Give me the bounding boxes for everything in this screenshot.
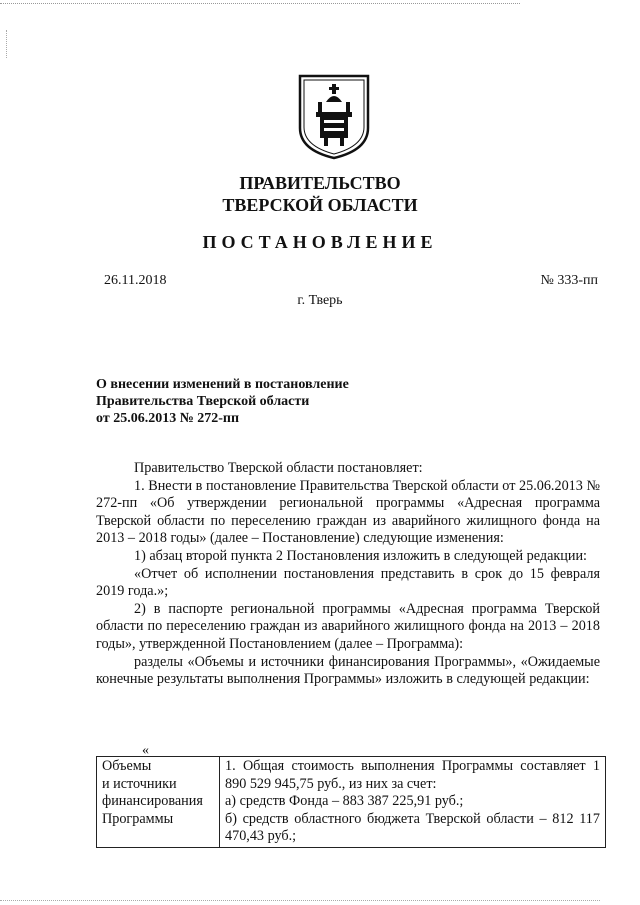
subject-line1: О внесении изменений в постановление	[96, 377, 349, 392]
table-label-cell	[97, 757, 220, 848]
scan-left-mark	[6, 30, 7, 58]
label-line1: Объемы	[102, 758, 152, 774]
subject-line2: Правительства Тверской области	[96, 394, 310, 409]
tver-coat-of-arms-icon	[296, 72, 372, 160]
opening-quote-mark: «	[142, 743, 149, 758]
document-body	[96, 460, 600, 689]
document-date: 26.11.2018	[104, 273, 167, 288]
body-paragraph-item1: 1. Внести в постановление Правительства Тверской области от 25.06.2013 № 272-пп «Об утверждении региональной программы «Адресная программа Тверской области по переселению граждан из аварийного жилищного фонда на 2013 – 2018 годы» (далее – Постановление) следующие изменения:	[96, 477, 600, 547]
table-row	[97, 757, 606, 848]
label-line2: и источники	[102, 775, 177, 792]
scan-top-border	[0, 3, 520, 4]
document-number: № 333-пп	[540, 273, 598, 288]
subject-line3: от 25.06.2013 № 272-пп	[96, 411, 240, 426]
government-title	[0, 172, 640, 216]
body-paragraph-subitem1: 1) абзац второй пункта 2 Постановления изложить в следующей редакции:	[134, 547, 588, 564]
value-regional-budget: б) средств областного бюджета Тверской области – 812 117 470,43 руб.;	[225, 810, 600, 845]
body-paragraph-sections: разделы «Объемы и источники финансирования Программы», «Ожидаемые конечные результаты выполнения Программы» изложить в следующей редакции:	[96, 653, 600, 688]
scan-bottom-border	[0, 900, 600, 901]
government-title-line2: ТВЕРСКОЙ ОБЛАСТИ	[222, 195, 418, 215]
label-line3: финансирования	[102, 793, 203, 810]
value-fund: а) средств Фонда – 883 387 225,91 руб.;	[225, 793, 464, 810]
document-subject	[96, 376, 349, 427]
program-passport-table	[96, 756, 606, 848]
body-paragraph-quote: «Отчет об исполнении постановления представить в срок до 15 февраля 2019 года.»;	[96, 565, 600, 600]
document-type: ПОСТАНОВЛЕНИЕ	[202, 232, 438, 252]
body-paragraph-preamble: Правительство Тверской области постановляет:	[134, 460, 423, 476]
table-value-cell	[220, 757, 606, 848]
value-total-cost: 1. Общая стоимость выполнения Программы составляет 1 890 529 945,75 руб., из них за счет:	[225, 758, 600, 792]
body-paragraph-subitem2: 2) в паспорте региональной программы «Адресная программа Тверской области по переселению граждан из аварийного жилищного фонда на 2013 – 2018 годы», утвержденной Постановлением (далее – Программа):	[96, 600, 600, 652]
government-title-line1: ПРАВИТЕЛЬСТВО	[239, 173, 401, 193]
label-line4: Программы	[102, 810, 174, 827]
document-city: г. Тверь	[297, 293, 343, 308]
